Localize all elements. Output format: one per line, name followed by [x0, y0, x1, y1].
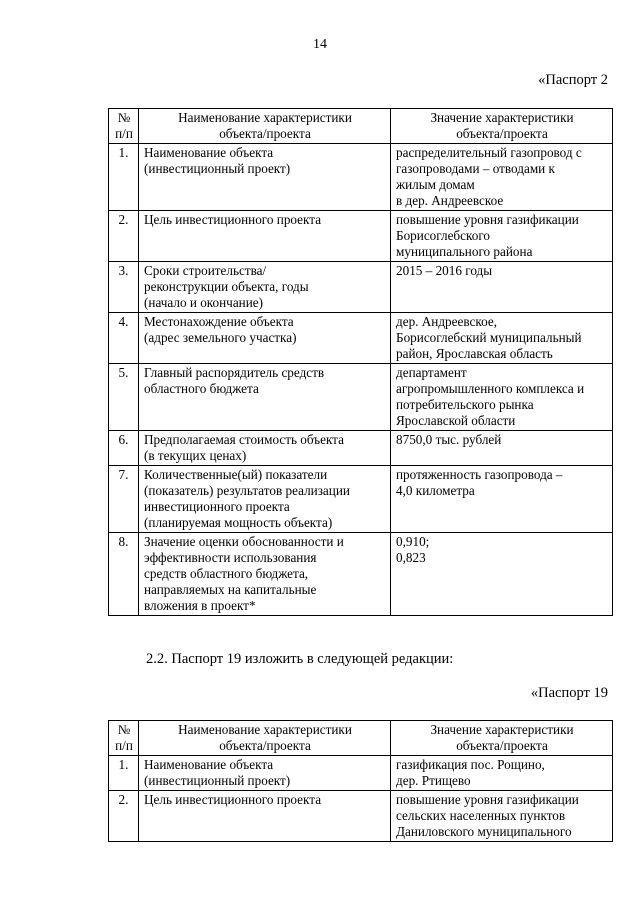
paragraph-2-2: 2.2. Паспорт 19 изложить в следующей редакции:	[146, 651, 454, 667]
table-row	[109, 262, 613, 313]
row-number: 2.	[109, 211, 139, 262]
row-characteristic-name: Наименование объекта (инвестиционный проект)	[139, 756, 391, 791]
row-characteristic-name: Главный распорядитель средств областного бюджета	[139, 364, 391, 431]
row-number: 7.	[109, 466, 139, 533]
row-number: 2.	[109, 791, 139, 842]
row-characteristic-name: Наименование объекта (инвестиционный проект)	[139, 144, 391, 211]
row-characteristic-value: газификация пос. Рощино, дер. Ртищево	[391, 756, 613, 791]
row-characteristic-name: Местонахождение объекта (адрес земельного участка)	[139, 313, 391, 364]
col-header-number: № п/п	[109, 721, 139, 756]
col-header-value: Значение характеристики объекта/проекта	[391, 109, 613, 144]
col-header-value: Значение характеристики объекта/проекта	[391, 721, 613, 756]
table-row	[109, 533, 613, 616]
row-number: 4.	[109, 313, 139, 364]
row-characteristic-name: Цель инвестиционного проекта	[139, 791, 391, 842]
row-characteristic-value: распределительный газопровод с газопроводами – отводами к жилым домам в дер. Андреевское	[391, 144, 613, 211]
row-characteristic-value: протяженность газопровода – 4,0 километра	[391, 466, 613, 533]
row-characteristic-value: департамент агропромышленного комплекса и потребительского рынка Ярославской области	[391, 364, 613, 431]
table-row	[109, 756, 613, 791]
passport-2-table	[108, 108, 613, 616]
row-number: 1.	[109, 144, 139, 211]
col-header-number: № п/п	[109, 109, 139, 144]
row-characteristic-value: повышение уровня газификации Борисоглебского муниципального района	[391, 211, 613, 262]
row-characteristic-name: Значение оценки обоснованности и эффективности использования средств областного бюджета, направляемых на капитальные вложения в проект*	[139, 533, 391, 616]
row-characteristic-name: Сроки строительства/ реконструкции объекта, годы (начало и окончание)	[139, 262, 391, 313]
table-row	[109, 364, 613, 431]
row-characteristic-value: дер. Андреевское, Борисоглебский муниципальный район, Ярославская область	[391, 313, 613, 364]
row-characteristic-value: повышение уровня газификации сельских населенных пунктов Даниловского муниципального	[391, 791, 613, 842]
page-number: 14	[313, 37, 327, 52]
row-number: 8.	[109, 533, 139, 616]
table-row	[109, 466, 613, 533]
table-row	[109, 791, 613, 842]
row-characteristic-name: Предполагаемая стоимость объекта (в текущих ценах)	[139, 431, 391, 466]
row-number: 3.	[109, 262, 139, 313]
row-characteristic-value: 2015 – 2016 годы	[391, 262, 613, 313]
row-characteristic-value: 8750,0 тыс. рублей	[391, 431, 613, 466]
passport-19-table	[108, 720, 613, 842]
row-characteristic-name: Количественные(ый) показатели (показатель) результатов реализации инвестиционного проекта (планируемая мощность объекта)	[139, 466, 391, 533]
col-header-name: Наименование характеристики объекта/проекта	[139, 721, 391, 756]
col-header-name: Наименование характеристики объекта/проекта	[139, 109, 391, 144]
row-characteristic-name: Цель инвестиционного проекта	[139, 211, 391, 262]
row-characteristic-value: 0,910; 0,823	[391, 533, 613, 616]
table-header-row	[109, 109, 613, 144]
table-header-row	[109, 721, 613, 756]
row-number: 6.	[109, 431, 139, 466]
passport-19-heading: «Паспорт 19	[530, 685, 608, 701]
table-row	[109, 144, 613, 211]
row-number: 1.	[109, 756, 139, 791]
table-row	[109, 313, 613, 364]
row-number: 5.	[109, 364, 139, 431]
passport-2-heading: «Паспорт 2	[538, 72, 608, 88]
table-row	[109, 431, 613, 466]
table-row	[109, 211, 613, 262]
